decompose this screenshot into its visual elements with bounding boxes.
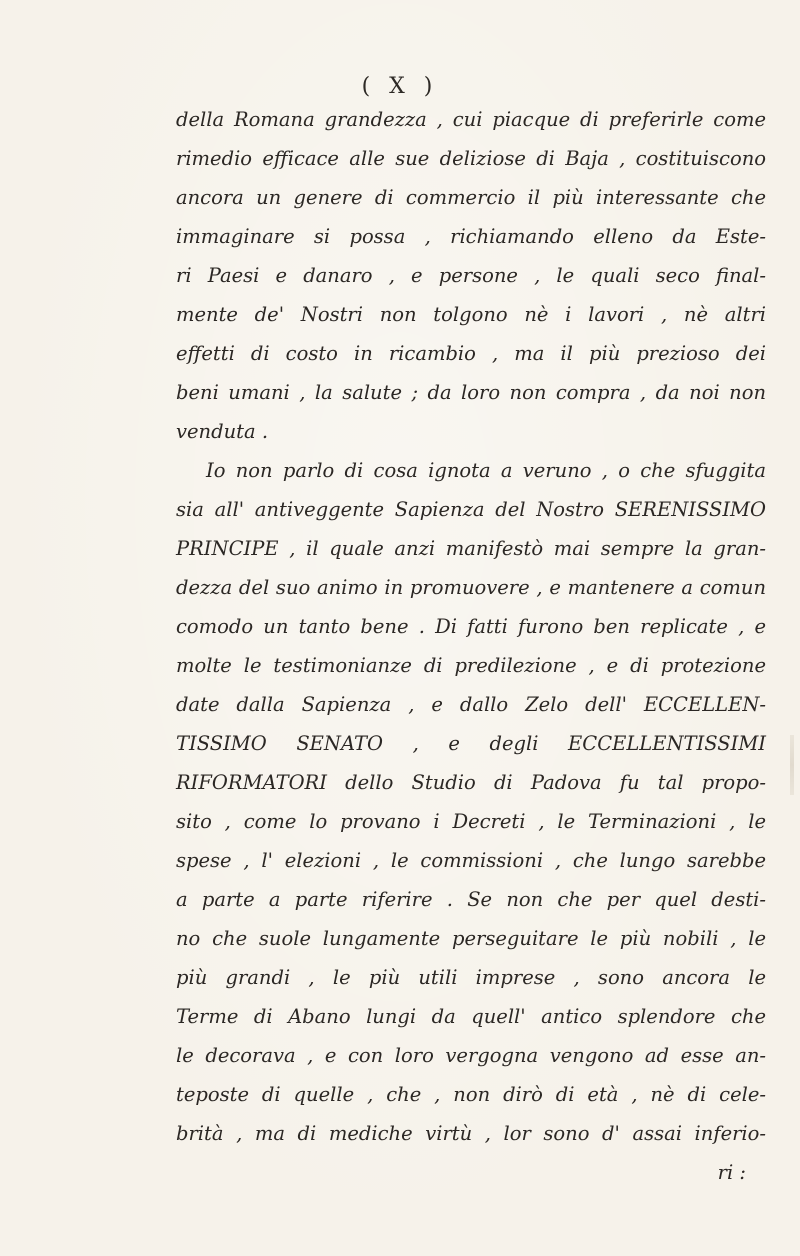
text-line: sia all' antiveggente Sapienza del Nostro SERENISSIMO	[176, 498, 766, 521]
text-line: spese , l' elezioni , le commissioni , che lungo sarebbe	[176, 849, 766, 872]
text-line: della Romana grandezza , cui piacque di preferirle come	[176, 108, 766, 131]
paper-stain	[790, 735, 794, 795]
catchword-line: ri :	[717, 1161, 746, 1184]
text-line: molte le testimonianze di predilezione , e di protezione	[176, 654, 766, 677]
text-line: brità , ma di mediche virtù , lor sono d' assai inferio-	[176, 1122, 766, 1145]
paragraph-end-line: venduta .	[176, 420, 269, 443]
text-line: beni umani , la salute ; da loro non compra , da noi non	[176, 381, 766, 404]
text-line: sito , come lo provano i Decreti , le Terminazioni , le	[176, 810, 766, 833]
text-line: teposte di quelle , che , non dirò di età , nè di cele-	[176, 1083, 766, 1106]
text-line: effetti di costo in ricambio , ma il più prezioso dei	[176, 342, 766, 365]
text-line: rimedio efficace alle sue deliziose di Baja , costituiscono	[176, 147, 766, 170]
text-line: ancora un genere di commercio il più interessante che	[176, 186, 766, 209]
text-line: PRINCIPE , il quale anzi manifestò mai sempre la gran-	[176, 537, 766, 560]
text-line: più grandi , le più utili imprese , sono ancora le	[176, 966, 766, 989]
text-line: mente de' Nostri non tolgono nè i lavori , nè altri	[176, 303, 766, 326]
text-line: immaginare si possa , richiamando elleno da Este-	[176, 225, 766, 248]
text-line: dezza del suo animo in promuovere , e mantenere a comun	[176, 576, 766, 599]
text-line: TISSIMO SENATO , e degli ECCELLENTISSIMI	[176, 732, 766, 755]
body-text	[176, 100, 766, 1192]
text-line: Terme di Abano lungi da quell' antico splendore che	[176, 1005, 766, 1028]
text-line: comodo un tanto bene . Di fatti furono ben replicate , e	[176, 615, 766, 638]
page-number: ( X )	[361, 74, 439, 99]
text-line: a parte a parte riferire . Se non che per quel desti-	[176, 888, 766, 911]
text-line: RIFORMATORI dello Studio di Padova fu tal propo-	[176, 771, 766, 794]
text-line: no che suole lungamente perseguitare le più nobili , le	[176, 927, 766, 950]
text-line: le decorava , e con loro vergogna vengono ad esse an-	[176, 1044, 766, 1067]
paragraph-start-line: Io non parlo di cosa ignota a veruno , o che sfuggita	[206, 459, 766, 482]
text-line: ri Paesi e danaro , e persone , le quali seco final-	[176, 264, 766, 287]
text-line: date dalla Sapienza , e dallo Zelo dell' ECCELLEN-	[176, 693, 766, 716]
